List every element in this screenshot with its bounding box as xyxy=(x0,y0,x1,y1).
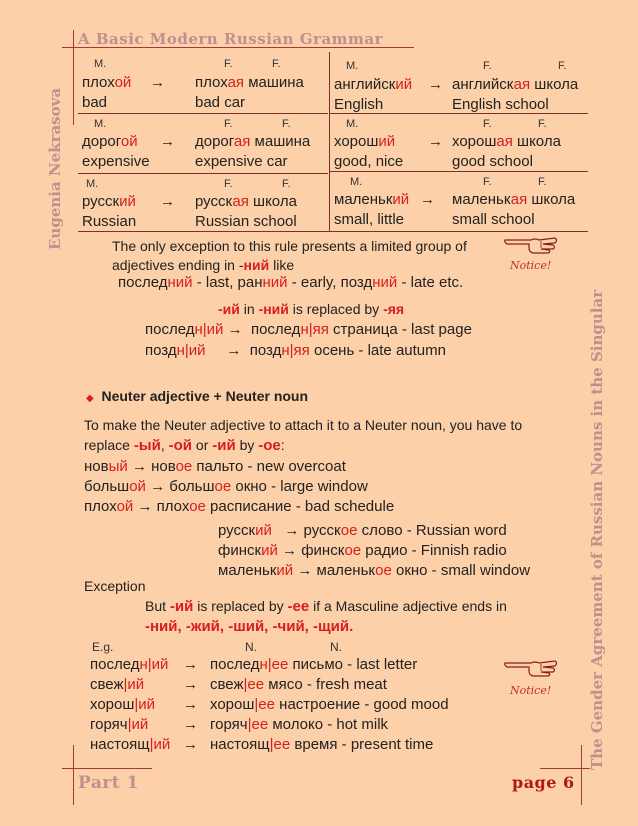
neuter-example: финский → финское радио - Finnish radio xyxy=(218,542,507,559)
table-vertical-divider xyxy=(329,52,330,232)
exception-example-right: настоящ|ее время - present time xyxy=(210,736,434,753)
neuter-intro-line2: replace -ый, -ой or -ий by -ое: xyxy=(84,437,285,454)
neuter-example: маленький → маленькое окно - small window xyxy=(218,562,531,579)
arrow-icon: → xyxy=(227,321,243,338)
gender-label: M. xyxy=(94,58,107,70)
adjective-fem-phrase: русская школа xyxy=(195,193,297,210)
adjective-masc: хороший xyxy=(334,133,396,150)
gender-label: M. xyxy=(94,118,107,130)
arrow-icon: → xyxy=(282,542,298,559)
bottom-rule xyxy=(62,768,152,769)
adjective-fem-phrase: английская школа xyxy=(452,76,579,93)
exception-text-line1: The only exception to this rule presents a limited group of xyxy=(112,238,467,254)
neuter-example: новый → новое пальто - new overcoat xyxy=(84,458,346,475)
arrow-icon: → xyxy=(160,133,175,150)
translation: Russian school xyxy=(195,213,297,230)
table-divider xyxy=(78,173,328,174)
adjective-masc: маленький xyxy=(334,191,410,208)
adjective-masc: русский xyxy=(82,193,136,210)
gender-label: M. xyxy=(86,178,99,190)
bullet-icon: ◆ xyxy=(86,393,94,404)
arrow-icon: → xyxy=(284,522,300,539)
translation: English xyxy=(334,96,384,113)
translation: Russian xyxy=(82,213,137,230)
exception-example-left: хорош|ий xyxy=(90,696,156,713)
exception-example-right: последн|ее письмо - last letter xyxy=(210,656,418,673)
arrow-icon: → xyxy=(150,478,166,495)
exception-example-right: хорош|ее настроение - good mood xyxy=(210,696,449,713)
gender-label: F. xyxy=(272,58,281,70)
gender-label: N. xyxy=(245,640,257,654)
gender-label: F. xyxy=(483,118,492,130)
gender-label: N. xyxy=(330,640,342,654)
arrow-icon: → xyxy=(137,498,153,515)
exception-text-line2: adjectives ending in -ний like xyxy=(112,257,295,273)
table-divider xyxy=(330,171,588,172)
adjective-masc: дорогой xyxy=(82,133,138,150)
translation: bad xyxy=(82,94,108,111)
exception-example-left: свеж|ий xyxy=(90,676,145,693)
exception-rule: But -ий is replaced by -ее if a Masculine adjective ends in xyxy=(145,598,507,615)
exception-example-right: горяч|ее молоко - hot milk xyxy=(210,716,389,733)
adjective-fem-phrase: маленькая школа xyxy=(452,191,576,208)
gender-label: M. xyxy=(350,176,363,188)
exception-example-left: горяч|ий xyxy=(90,716,149,733)
bottom-left-vertical-rule xyxy=(73,745,74,805)
arrow-icon: → xyxy=(428,133,443,150)
translation: good, nice xyxy=(334,153,404,170)
side-author: Eugenia Nekrasova xyxy=(46,87,64,250)
arrow-icon: → xyxy=(183,676,198,693)
arrow-icon: → xyxy=(428,76,443,93)
arrow-icon: → xyxy=(183,696,198,713)
neuter-example: плохой → плохое расписание - bad schedule xyxy=(84,498,395,515)
gender-label: F. xyxy=(224,118,233,130)
footer-part: Part 1 xyxy=(78,773,139,793)
footer-page: page 6 xyxy=(512,773,575,792)
translation: good school xyxy=(452,153,533,170)
arrow-icon: → xyxy=(297,562,313,579)
table-divider xyxy=(78,113,328,114)
section-heading: ◆ Neuter adjective + Neuter noun xyxy=(86,388,309,404)
pointing-hand-icon xyxy=(503,655,559,682)
translation: bad car xyxy=(195,94,246,111)
arrow-icon: → xyxy=(150,74,165,91)
bottom-right-vertical-rule xyxy=(581,745,582,805)
exception-example-right: свеж|ее мясо - fresh meat xyxy=(210,676,387,693)
exception-label: Exception xyxy=(84,578,146,594)
notice-label: Notice! xyxy=(510,684,552,697)
exception-example-left: последн|ий xyxy=(90,656,169,673)
top-left-vertical-rule xyxy=(73,30,74,125)
replace-rule: -ий in -ний is replaced by -яя xyxy=(218,301,405,317)
gender-label: F. xyxy=(538,118,547,130)
eg-label: E.g. xyxy=(92,640,114,654)
gender-label: F. xyxy=(224,58,233,70)
pointing-hand-icon xyxy=(503,232,559,259)
exception-example-left: настоящ|ий xyxy=(90,736,171,753)
neuter-example: русский → русское слово - Russian word xyxy=(218,522,507,539)
adjective-fem-phrase: плохая машина xyxy=(195,74,304,91)
exception-examples: последний - last, ранний - early, поздний - late etc. xyxy=(118,274,464,291)
gender-label: F. xyxy=(538,176,547,188)
gender-label: F. xyxy=(483,60,492,72)
adjective-fem-phrase: хорошая школа xyxy=(452,133,561,150)
table-divider xyxy=(330,113,588,114)
side-chapter-title: The Gender Agreement of Russian Nouns in the Singular xyxy=(588,289,606,770)
bottom-right-rule xyxy=(540,768,590,769)
arrow-icon: → xyxy=(420,191,435,208)
translation: small school xyxy=(452,211,535,228)
adjective-masc: плохой xyxy=(82,74,132,91)
adjective-fem-phrase: дорогая машина xyxy=(195,133,311,150)
arrow-icon: → xyxy=(183,716,198,733)
arrow-icon: → xyxy=(131,458,147,475)
gender-label: F. xyxy=(282,178,291,190)
translation: expensive car xyxy=(195,153,288,170)
gender-label: M. xyxy=(346,60,359,72)
arrow-icon: → xyxy=(160,193,175,210)
gender-label: F. xyxy=(558,60,567,72)
gender-label: F. xyxy=(224,178,233,190)
arrow-icon: → xyxy=(183,656,198,673)
translation: small, little xyxy=(334,211,405,228)
gender-label: M. xyxy=(346,118,359,130)
replace-example: последн|ий → последн|яя страница - last page xyxy=(145,321,472,338)
translation: English school xyxy=(452,96,549,113)
page-header-title: A Basic Modern Russian Grammar xyxy=(78,30,384,48)
neuter-example: большой → большое окно - large window xyxy=(84,478,368,495)
translation: expensive xyxy=(82,153,150,170)
arrow-icon: → xyxy=(183,736,198,753)
exception-endings: -ний, -жий, -ший, -чий, -щий. xyxy=(145,618,354,635)
replace-example: поздн|ий → поздн|яя осень - late autumn xyxy=(145,342,446,359)
gender-label: F. xyxy=(282,118,291,130)
adjective-masc: английский xyxy=(334,76,413,93)
notice-label: Notice! xyxy=(510,259,552,272)
arrow-icon: → xyxy=(226,342,242,359)
neuter-intro-line1: To make the Neuter adjective to attach it to a Neuter noun, you have to xyxy=(84,417,523,433)
gender-label: F. xyxy=(483,176,492,188)
